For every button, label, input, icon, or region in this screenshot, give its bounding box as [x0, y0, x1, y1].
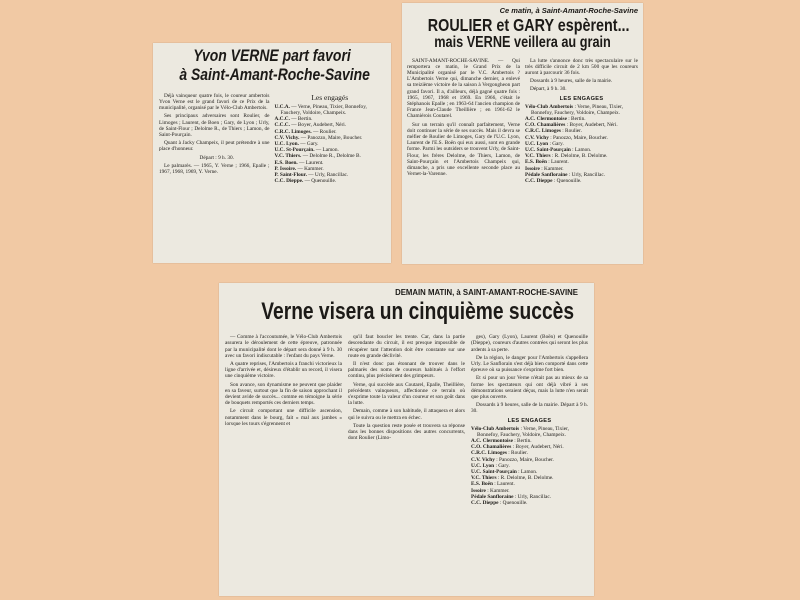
engage-entry [275, 104, 386, 116]
rider-names: — Gary. [300, 140, 319, 147]
rider-names: — Quenouille. [304, 178, 337, 185]
club-name: V.C. Thiers [471, 475, 497, 482]
article-body-col-2 [348, 334, 465, 506]
rider-names: : Roulier. [508, 450, 528, 457]
club-name: C.V. Vichy [525, 134, 549, 141]
headline-line-1: Yvon VERNE part favori [193, 46, 351, 65]
rider-names: : Panozzo, Maire, Boucher. [550, 134, 608, 141]
club-name: C.O. Chamalières [525, 122, 566, 129]
club-name: C.C. Dieppe [525, 178, 553, 185]
club-name: U.C.A. [274, 103, 290, 110]
rider-names: : Verne, Pineau, Tixier, Bonnefoy, Fauchery, Voldoire, Champeix. [477, 425, 569, 438]
club-name: P. Issoire. [274, 165, 297, 172]
paragraph: Quant à Jacky Champeix, il peut prétendre à une place d'honneur. [159, 140, 270, 153]
paragraph: Ses principaux adversaires sont Roulier, de Limoges ; Laurent, de Boen ; Gary, de Lyon ; Urly, de Saint-Flour ; Delolme R., de Thiers ; Lamon, de Saint-Pourçain. [159, 113, 270, 138]
article-body-col-3 [471, 334, 588, 506]
club-name: Issoire [525, 165, 540, 172]
club-name: C.C.C. [274, 122, 290, 129]
club-name: C.V. Vichy. [274, 134, 300, 141]
club-name: C.R.C. Limoges [471, 450, 507, 457]
engage-entry [525, 104, 638, 116]
club-name: C.R.C. Limoges [525, 128, 561, 135]
rider-names: : Gary. [495, 462, 510, 469]
clipping-roulier-gary [402, 3, 643, 264]
club-name: C.O. Chamalières [471, 444, 512, 451]
rider-names: : Roulier. [562, 128, 582, 135]
kicker: DEMAIN MATIN, à SAINT-AMANT-ROCHE-SAVINE [395, 288, 578, 297]
club-name: Vélo-Club Ambertois [525, 103, 574, 110]
club-name: U.C. Lyon [471, 462, 495, 469]
engage-entry [275, 178, 386, 184]
engage-entry [471, 426, 588, 438]
club-name: E.S. Boen. [274, 159, 298, 166]
rider-names: : Boyer, Audebert, Néri. [512, 444, 564, 451]
headline-line-1: ROULIER et GARY espèrent... [427, 15, 630, 35]
club-name: A.C. Clermontoise [471, 438, 513, 445]
paragraph: De la région, le danger pour l'Ambertois s'appellera Urly. Le Sanflorain s'est déjà bien comporté dans cette épreuve où sa puissance s'exprime fort bien. [471, 354, 588, 374]
article-body-col-1 [407, 58, 520, 185]
article-body [159, 93, 270, 185]
clipping-yvon-verne [153, 43, 391, 263]
depart-time: Départ : 9 h. 30. [199, 154, 234, 161]
club-name: U.C. St-Pourçain. [274, 147, 315, 154]
rider-names: — Lamon. [315, 147, 339, 154]
headline-line-2: mais VERNE veillera au grain [434, 34, 611, 52]
rider-names: — Laurent. [299, 159, 324, 166]
rider-names: : Kammer. [541, 165, 564, 172]
rider-names: : Quenouille. [553, 178, 582, 185]
club-name: E.S. Boën [471, 481, 493, 488]
club-name: U.C. Lyon. [274, 140, 299, 147]
club-name: Issoire [471, 487, 486, 494]
paragraph: Dossards à 9 heures, salle de la mairie. Départ à 9 h. 30. [471, 402, 588, 415]
club-name: U.C. Lyon [525, 140, 549, 147]
paragraph: Le circuit comportant une difficile ascension, notamment dans le bourg, fait « mal aux jambes » lorsque les tours s'égrennent et [225, 408, 342, 427]
club-name: Pédale Sanfloraine [471, 493, 514, 500]
club-name: V.C. Thiers [525, 153, 551, 160]
paragraph: qu'il faut boucler les trente. Car, dans la partie descendante du circuit, il est presque impossible de récupérer tant l'attention doit être constante sur une route en grande déclivité. [348, 334, 465, 359]
paragraph: SAINT-AMANT-ROCHE-SAVINE. — Qui remportera ce matin, le Grand Prix de la Municipalité organisé par le V.C. Ambertois ? L'Ambertois Verne qui, dimanche dernier, a enlevé sa treizième victoire de la saison à Vergongheon part grand favori. Il a, d'ailleurs, déjà gagné quatre fois : 1965, 1967, 1968 et 1969. En 1966, c'était le Stéphanois Epalle ; en 1963-64 l'ancien champion de France Jean-Claude Theillière ; en 1961-62 le Chamiérois Coutarel. [407, 57, 520, 120]
rider-names: : Panozzo, Maire, Boucher. [496, 456, 554, 463]
club-name: A.C. Clermontoise [525, 116, 567, 123]
rider-names: : Laurent. [494, 481, 515, 488]
rider-names: : R. Delolme, B. Delolme. [551, 153, 608, 160]
rider-names: : R. Delolme, B. Delolme. [497, 475, 554, 482]
rider-names: — Roulier. [313, 128, 337, 135]
paragraph: Verne, qui succède aux Coutarel, Epalle, Theillière, précédents vainqueurs, affectionne ce terrain où s'exprime toute la valeur d'un coureur et son goût dans la lutte. [348, 381, 465, 407]
club-name: U.C. Saint-Pourçain [525, 147, 571, 154]
rider-names: — Bertin. [291, 116, 313, 123]
rider-names: : Urly, Rancillac. [514, 493, 551, 500]
rider-names: — Delolme R., Delolme B. [302, 153, 361, 160]
engages-box [275, 93, 386, 185]
headline-line-2: à Saint-Amant-Roche-Savine [179, 64, 370, 84]
engages-list [525, 104, 638, 185]
paragraph: Son avance, son dynamisme ne peuvent que plaider en sa faveur, surtout que la fin de saison approchant il devient avide de succès... comme en témoigne la série de bouquets remportés ces derniers temps. [225, 381, 342, 407]
club-name: V.C. Thiers. [274, 153, 302, 160]
rider-names: — Kammer. [297, 165, 324, 172]
article-body-col-2 [525, 58, 638, 185]
engages-title: Les engagés [311, 92, 349, 102]
paragraph: Et si pour un jour Verne n'était pas au mieux de sa forme les spectateurs qui ont déjà vibré à ses démonstrations seraient déçus, mais la lutte n'en serait que plus ouverte. [471, 375, 588, 401]
paragraph: Départ, à 9 h. 30. [530, 86, 567, 93]
palmares: Le palmarès. — 1965, Y. Verne ; 1966, Epalle ; 1967, 1968, 1969, Y. Verne. [159, 162, 270, 175]
rider-names: — Urly, Rancillac. [308, 171, 349, 178]
engage-entry [525, 178, 638, 184]
club-name: Vélo-Club Ambertois [471, 425, 520, 432]
paragraph: Demain, comme à son habitude, il attaquera et alors qui le suivra ou le mettra en échec. [348, 408, 465, 421]
rider-names: : Verne, Pineau, Tixier, Bonnefoy, Fauchery, Voldoire, Champeix. [531, 103, 623, 116]
paragraph: Il n'est donc pas étonnant de trouver dans le palmarès des noms de coureurs habitués à l'effort continu, plus précisément des grimpeurs. [348, 361, 465, 380]
kicker: Ce matin, à Saint-Amant-Roche-Savine [499, 6, 638, 15]
rider-names: : Urly, Rancillac. [568, 171, 605, 178]
paragraph: La lutte s'annonce donc très spectaculaire sur le très difficile circuit de 2 km 500 que les coureurs auront à parcourir 36 fois. [525, 57, 638, 77]
club-name: U.C. Saint-Pourçain [471, 469, 517, 476]
engages-title: LES ENGAGES [507, 417, 552, 424]
headline: Verne visera un cinquième succès [261, 298, 574, 325]
article-body-col-1 [225, 334, 342, 506]
engages-list [471, 426, 588, 507]
rider-names: : Laurent. [548, 159, 569, 166]
paragraph: Toute la question reste posée et trouvera sa réponse dans les bonnes dispositions des autres concurrents, dont Roulier (Limo- [348, 422, 465, 442]
paragraph: — Comme à l'accoutumée, le Vélo-Club Ambertois assurera le déroulement de cette épreuve, patronnée par la municipalité dont le départ sera donné à 9 h. 30 avec un favori indiscutable : l'enfant du pays Verne. [225, 334, 342, 359]
paragraph: ges), Gary (Lyon), Laurent (Boën) et Quenouille (Dieppe), coureurs d'autres contrées qui seront les plus ardents à sa perte. [471, 334, 588, 353]
rider-names: : Boyer, Audebert, Néri. [566, 122, 618, 129]
rider-names: : Quenouille. [499, 500, 528, 507]
rider-names: : Gary. [549, 140, 564, 147]
engage-entry [471, 500, 588, 506]
rider-names: : Lamon. [518, 469, 538, 476]
club-name: A.C.C. [274, 116, 290, 123]
rider-names: : Lamon. [572, 147, 592, 154]
club-name: P. Saint-Flour. [274, 171, 307, 178]
club-name: C.C. Dieppe. [274, 178, 304, 185]
paragraph: Sur un terrain qu'il connaît parfaitement, Verne doit continuer la série de ses succès. Mais il devra se méfier de Roulier de Limoges, Gary de l'U.C. Lyon, Laurent de l'E.S. Boën qui eux aussi, sont en grande forme. Parmi les outsiders se trouvent Urly, de Saint-Flour, les frères Delolme, de Thiers, Lamon, de Saint-Pourçain et l'Ambertois Champeix qui, dimanche, a pris une excellente seconde place au Vernet-la-Varenne. [407, 121, 520, 178]
club-name: C.C. Dieppe [471, 500, 499, 507]
rider-names: : Bertin. [514, 438, 532, 445]
rider-names: — Boyer, Audebert, Néri. [291, 122, 347, 129]
clipping-cinquieme-succes [219, 283, 594, 596]
club-name: E.S. Boën [525, 159, 547, 166]
engages-title: LES ENGAGES [559, 95, 604, 102]
club-name: C.V. Vichy [471, 456, 495, 463]
rider-names: — Verne, Pineau, Tixier, Bonnefoy, Fauchery, Voldoire, Champeix. [280, 103, 367, 116]
rider-names: — Panozzo, Maire, Boucher. [300, 134, 363, 141]
paragraph: Déjà vainqueur quatre fois, le coureur ambertois Yvon Verne est le grand favori de ce Prix de la municipalité, organisé par le Vélo-Club Ambertois. [159, 92, 270, 112]
rider-names: : Bertin. [568, 116, 586, 123]
paragraph: Dossards à 9 heures, salle de la mairie. [530, 78, 613, 85]
paragraph: A quatre reprises, l'Ambertois a franchi victorieux la ligne d'arrivée et, désireux d'établir un record, il visera une cinquième victoire. [225, 361, 342, 380]
engages-list [275, 104, 386, 185]
club-name: Pédale Sanfloraine [525, 171, 568, 178]
rider-names: : Kammer. [487, 487, 510, 494]
club-name: C.R.C. Limoges. [274, 128, 312, 135]
